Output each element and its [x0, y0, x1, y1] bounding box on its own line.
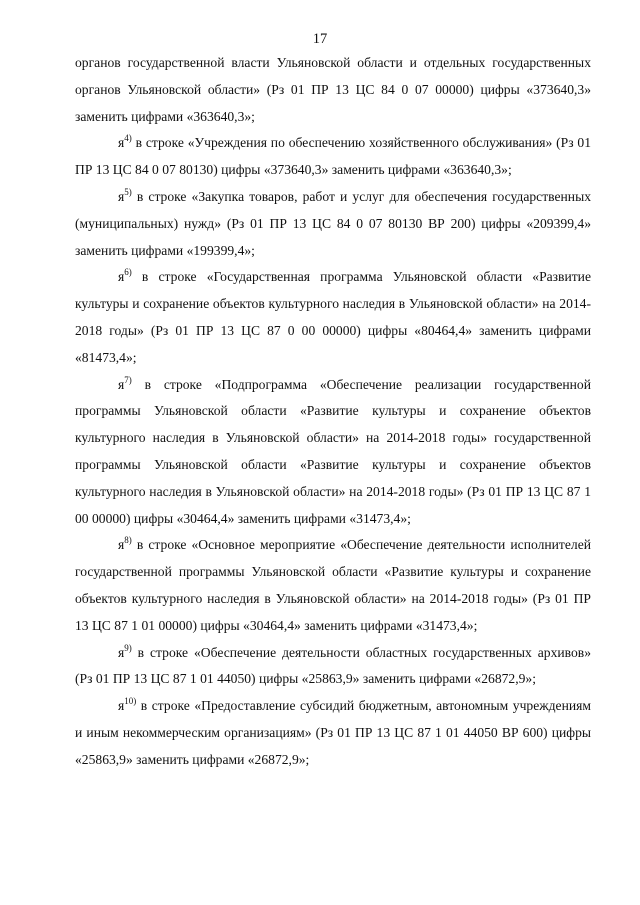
page-number: 17: [312, 31, 328, 47]
item-marker: $я^{4)}$: [118, 133, 132, 151]
paragraph-item-5: [75, 184, 591, 264]
item-marker: $я^{8)}$: [118, 535, 132, 553]
document-body: [75, 50, 591, 774]
paragraph-item-8: [75, 532, 591, 639]
paragraph-item-4: [75, 130, 591, 184]
paragraph-text: в строке «Учреждения по обеспечению хозяйственного обслуживания» (Рз 01 ПР 13 ЦС 84 0 07 80130) цифры «373640,3» заменить цифрами «363640,3»;: [75, 135, 591, 178]
paragraph-item-9: [75, 640, 591, 694]
paragraph-item-6: [75, 264, 591, 371]
paragraph-item-10: [75, 693, 591, 773]
item-marker: $я^{10)}$: [118, 696, 137, 714]
paragraph-continuation: [75, 50, 591, 130]
paragraph-text: в строке «Основное мероприятие «Обеспечение деятельности исполнителей государственной программы Ульяновской области «Развитие культуры и сохранение объектов культурного наследия в Ульяновской области» на 2014-2018 годы» (Рз 01 ПР 13 ЦС 87 1 01 00000) цифры «30464,4» заменить цифрами «31473,4»;: [75, 537, 591, 633]
paragraph-text: в строке «Подпрограмма «Обеспечение реализации государственной программы Ульяновской области «Развитие культуры и сохранение объектов культурного наследия в Ульяновской области» на 2014-2018 годы» государственной программы Ульяновской области «Развитие культуры и сохранение объектов культурного наследия в Ульяновской области» на 2014-2018 годы» (Рз 01 ПР 13 ЦС 87 1 00 00000) цифры «30464,4» заменить цифрами «31473,4»;: [75, 376, 591, 526]
item-marker: $я^{6)}$: [118, 267, 132, 285]
paragraph-text: органов государственной власти Ульяновской области и отдельных государственных органов Ульяновской области» (Рз 01 ПР 13 ЦС 84 0 07 00000) цифры «373640,3» заменить цифрами «363640,3»;: [75, 55, 591, 124]
item-marker: $я^{7)}$: [118, 374, 132, 392]
paragraph-text: в строке «Закупка товаров, работ и услуг для обеспечения государственных (муниципальных) нужд» (Рз 01 ПР 13 ЦС 84 0 07 80130 ВР 200) цифры «209399,4» заменить цифрами «199399,4»;: [75, 188, 591, 258]
paragraph-text: в строке «Предоставление субсидий бюджетным, автономным учреждениям и иным некоммерческим организациям» (Рз 01 ПР 13 ЦС 87 1 01 44050 ВР 600) цифры «25863,9» заменить цифрами «26872,9»;: [75, 698, 591, 767]
paragraph-text: в строке «Государственная программа Ульяновской области «Развитие культуры и сохранение объектов культурного наследия в Ульяновской области» на 2014-2018 годы» (Рз 01 ПР 13 ЦС 87 0 00 00000) цифры «80464,4» заменить цифрами «81473,4»;: [75, 269, 591, 365]
item-marker: $я^{9)}$: [118, 642, 132, 660]
item-marker: $я^{5)}$: [118, 186, 132, 204]
paragraph-text: в строке «Обеспечение деятельности областных государственных архивов» (Рз 01 ПР 13 ЦС 87 1 01 44050) цифры «25863,9» заменить цифрами «26872,9»;: [75, 644, 591, 687]
paragraph-item-7: [75, 372, 591, 533]
